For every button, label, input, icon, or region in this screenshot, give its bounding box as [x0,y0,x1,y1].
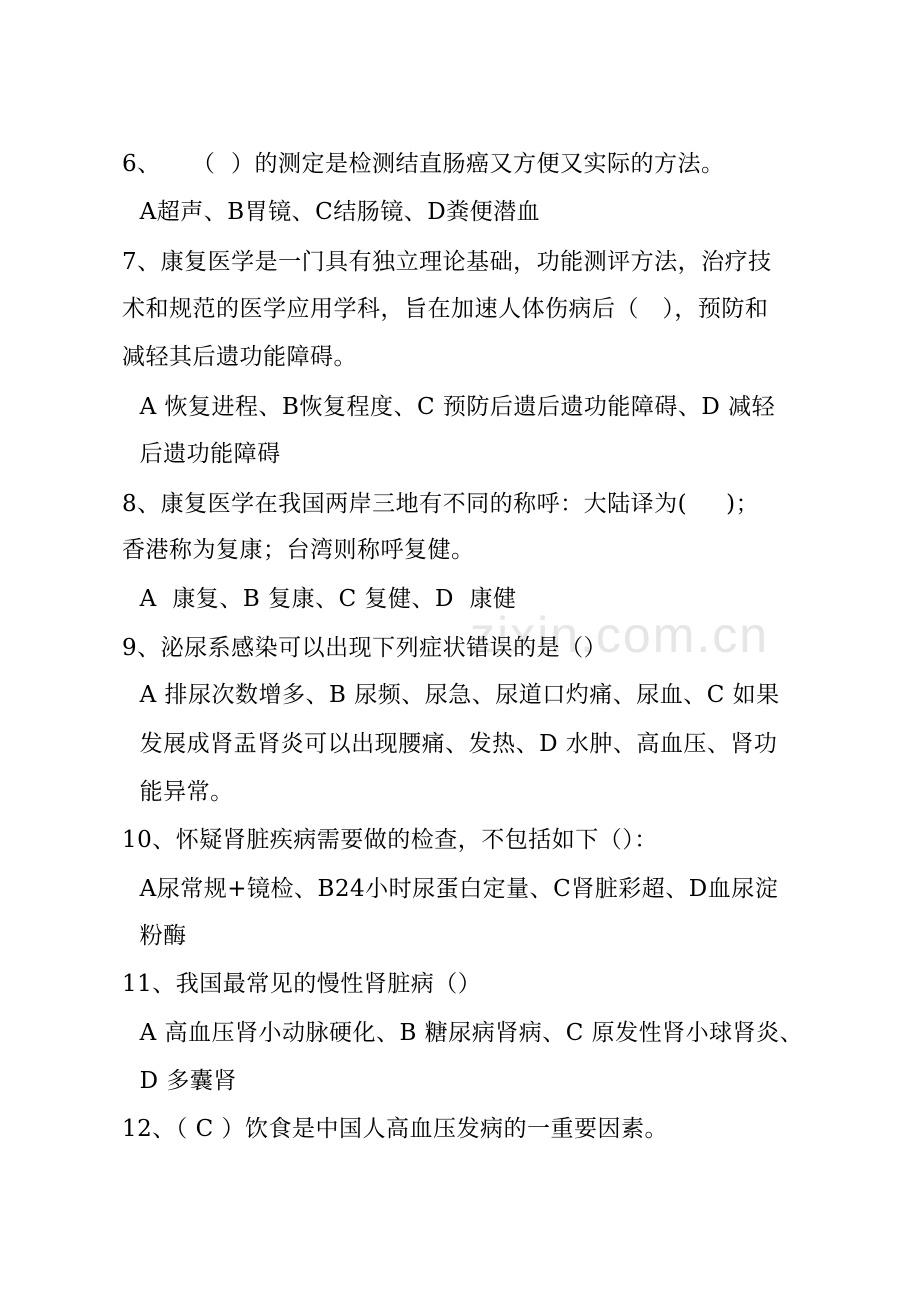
question-7-options-line-2: 后遗功能障碍 [124,441,281,467]
question-6-options: A超声、B胃镜、C结肠镜、D粪便潜血 [124,199,541,225]
question-7-line-2: 术和规范的医学应用学科，旨在加速人体伤病后（ ），预防和 [122,296,769,322]
question-7-options-line-1: A 恢复进程、B恢复程度、C 预防后遗后遗功能障碍、D 减轻 [124,394,776,420]
question-6-line-1: 6、 （ ）的测定是检测结直肠癌又方便又实际的方法。 [122,151,725,177]
watermark: zixin.com.cn [470,607,770,663]
question-8-line-1: 8、康复医学在我国两岸三地有不同的称呼：大陆译为( )； [122,491,760,517]
question-8-line-2: 香港称为复康；台湾则称呼复健。 [122,537,475,563]
question-10-options-line-1: A尿常规+镜检、B24小时尿蛋白定量、C肾脏彩超、D血尿淀 [124,876,779,902]
question-10-options-line-2: 粉酶 [124,923,187,949]
question-8-options: A 康复、B 复康、C 复健、D 康健 [124,586,517,612]
question-9-options-line-3: 能异常。 [124,779,234,805]
question-11-options-line-2: D 多囊肾 [124,1068,237,1094]
question-9-options-line-2: 发展成肾盂肾炎可以出现腰痛、发热、D 水肿、高血压、肾功 [124,731,778,757]
question-9-line-1: 9、泌尿系感染可以出现下列症状错误的是（） [122,635,608,661]
question-9-options-line-1: A 排尿次数增多、B 尿频、尿急、尿道口灼痛、尿血、C 如果 [124,682,780,708]
question-11-options-line-1: A 高血压肾小动脉硬化、B 糖尿病肾病、C 原发性肾小球肾炎、 [124,1020,804,1046]
question-7-line-3: 减轻其后遗功能障碍。 [122,344,357,370]
question-7-line-1: 7、康复医学是一门具有独立理论基础，功能测评方法，治疗技 [122,249,772,275]
question-10-line-1: 10、怀疑肾脏疾病需要做的检查，不包括如下（）： [122,827,658,853]
question-12-line-1: 12、（ C ）饮食是中国人高血压发病的一重要因素。 [122,1116,668,1142]
question-11-line-1: 11、我国最常见的慢性肾脏病（） [122,971,482,997]
